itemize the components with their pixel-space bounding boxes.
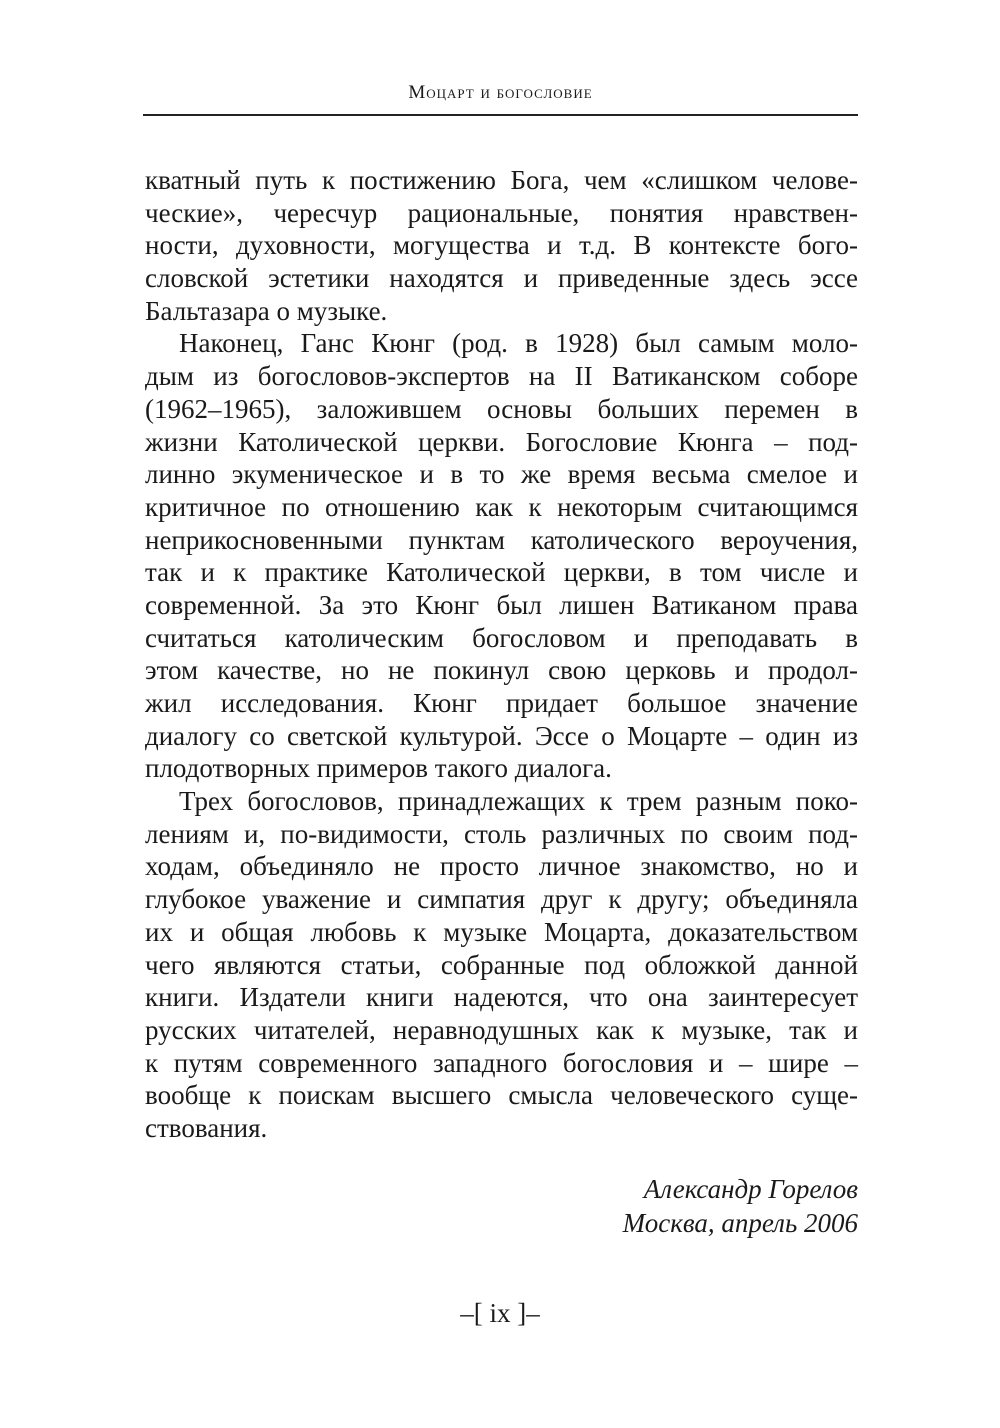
text-line: современной. За это Кюнг был лишен Ватиканом права [145, 589, 858, 620]
text-line: ствования. [145, 1112, 268, 1143]
text-line: считаться католическим богословом и преподавать в [145, 622, 858, 653]
text-line: дым из богословов-экспертов на II Ватиканском соборе [145, 361, 858, 392]
text-line: русских читателей, неравнодушных как к музыке, так и [145, 1014, 858, 1045]
text-line: жизни Католической церкви. Богословие Кюнга – под- [145, 426, 858, 457]
text-line: линно экуменическое и в то же время весьма смелое и [145, 459, 858, 490]
text-line: жил исследования. Кюнг придает большое значение [145, 688, 858, 718]
text-line: ческие», чересчур рациональные, понятия нравствен- [145, 197, 858, 228]
text-line: диалогу со светской культурой. Эссе о Моцарте – один из [145, 720, 858, 751]
text-line: глубокое уважение и симпатия друг к другу; объединяла [145, 884, 858, 915]
text-line: чего являются статьи, собранные под обложкой данной [145, 949, 858, 980]
text-line: ности, духовности, могущества и т.д. В контексте бого- [145, 230, 858, 261]
text-line: неприкосновенными пунктам католического вероучения, [145, 524, 858, 555]
signature-place-date: Москва, апрель 2006 [622, 1208, 858, 1238]
signature-author: Александр Горелов [643, 1174, 858, 1204]
text-line: лениям и, по-видимости, столь различных по своим под- [145, 818, 858, 849]
text-line: этом качестве, но не покинул свою церковь и продол- [145, 655, 858, 686]
text-line: их и общая любовь к музыке Моцарта, доказательством [145, 916, 858, 947]
text-line: критичное по отношению как к некоторым считающимся [145, 491, 858, 522]
text-line: так и к практике Католической церкви, в том числе и [145, 557, 858, 588]
body-text [145, 164, 858, 1145]
text-line: к путям современного западного богословия и – шире – [145, 1047, 858, 1078]
text-line: ходам, объединяло не просто личное знакомство, но и [145, 851, 858, 882]
text-line: Наконец, Ганс Кюнг (род. в 1928) был самым моло- [179, 328, 858, 359]
text-line: книги. Издатели книги надеются, что она заинтересует [145, 982, 858, 1013]
text-line: Трех богословов, принадлежащих к трем разным поко- [179, 786, 858, 817]
text-line: плодотворных примеров такого диалога. [145, 753, 612, 784]
page-number: –[ ix ]– [460, 1298, 540, 1328]
text-line: кватный путь к постижению Бога, чем «слишком челове- [145, 165, 858, 195]
text-line: Бальтазара о музыке. [145, 295, 388, 326]
text-line: вообще к поискам высшего смысла человеческого суще- [145, 1080, 858, 1111]
text-line: (1962–1965), заложившем основы больших перемен в [145, 393, 858, 424]
paragraph [145, 327, 858, 785]
text-line: словской эстетики находятся и приведенные здесь эссе [145, 263, 858, 294]
header-rule [143, 114, 858, 116]
running-header: Моцарт и богословие [408, 82, 593, 103]
paragraph [145, 785, 858, 1145]
paragraph [145, 164, 858, 327]
